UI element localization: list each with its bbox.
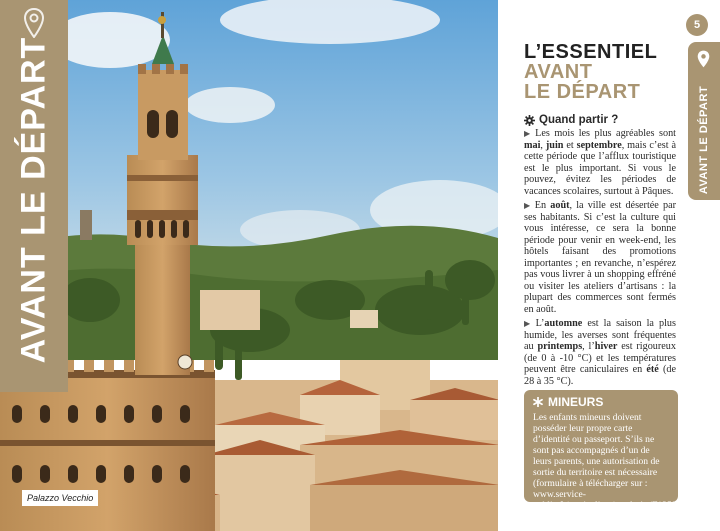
section-body [524,128,676,390]
info-box-title: MINEURS [548,395,604,409]
paragraph-text: (de 28 à 35 °C). [524,364,676,387]
emphasis-text: mai [524,139,541,151]
heading-line-2: AVANT [524,61,593,83]
emphasis-text: septembre [576,139,622,151]
heading-line-1: L’ESSENTIEL [524,41,658,63]
paragraph-text: En [534,200,551,211]
chapter-title-vertical: AVANT LE DÉPART [14,36,53,364]
paragraph-text: Les mois les plus agréables sont [535,128,677,139]
paragraph-text: L’ [535,318,545,329]
gear-icon [524,115,535,126]
info-box-text: Les enfants mineurs doivent posséder leur propre carte d’identité ou passeport. S’ils ne sont pas accompagnés d’un de leurs parents, une autorisation de sortie du territoire est nécessaire (formulaire à télécharger sur : www.service-public.fr/particuliers/vosdroits/F1359). [533,412,683,511]
bullet-triangle-icon: ▶ [524,201,532,210]
section-heading [524,114,618,126]
info-box-mineurs [524,390,683,511]
paragraph-text: , [540,139,546,151]
section-paragraph [524,200,676,315]
page-number: 5 [686,14,708,36]
asterisk-icon [533,397,543,407]
map-pin-icon [24,8,44,38]
section-paragraph [524,318,676,387]
paragraph-text: , la ville est désertée par ses habitants. Si c’est la culture qui vous intéresse, ce sera la bonne période pour venir en week-end, les hôtels faisant des promotions importantes ; en revanche, n’espérez pas vous livrer à un shopping effréné ou visiter les ateliers d’artisans : la plupart des commerces sont fermés en août. [524,200,676,315]
info-box-title-row [533,395,669,409]
emphasis-text: printemps [537,341,583,352]
heading-line-3: LE DÉPART [524,81,641,103]
paragraph-text: est la saison la plus humide, les averses sont fréquentes au [524,318,676,352]
bullet-triangle-icon: ▶ [524,129,533,138]
chapter-tab-right [688,42,720,200]
page-heading [524,42,684,102]
paragraph-text: , l’ [582,341,595,352]
emphasis-text: automne [544,318,583,329]
section-paragraph [524,128,676,197]
photo-caption: Palazzo Vecchio [22,490,98,506]
map-pin-icon [697,50,710,68]
emphasis-text: juin [545,139,564,151]
section-title: Quand partir ? [539,114,619,126]
paragraph-text: et [563,139,577,151]
paragraph-text: est rigoureux (de 0 à -10 °C) et les températures peuvent être caniculaires en [524,341,676,375]
side-tab-label: AVANT LE DÉPART [698,85,710,195]
emphasis-text: hiver [594,341,618,352]
chapter-tab-left [0,0,68,392]
emphasis-text: été [646,364,659,375]
emphasis-text: août [550,200,570,211]
paragraph-text: , mais c’est à cette période que l’afflux touristique est le plus important. Si vous le pouvez, évitez les périodes de vacances scolaires, surtout à Pâques. [524,139,677,197]
bullet-triangle-icon: ▶ [524,319,533,328]
